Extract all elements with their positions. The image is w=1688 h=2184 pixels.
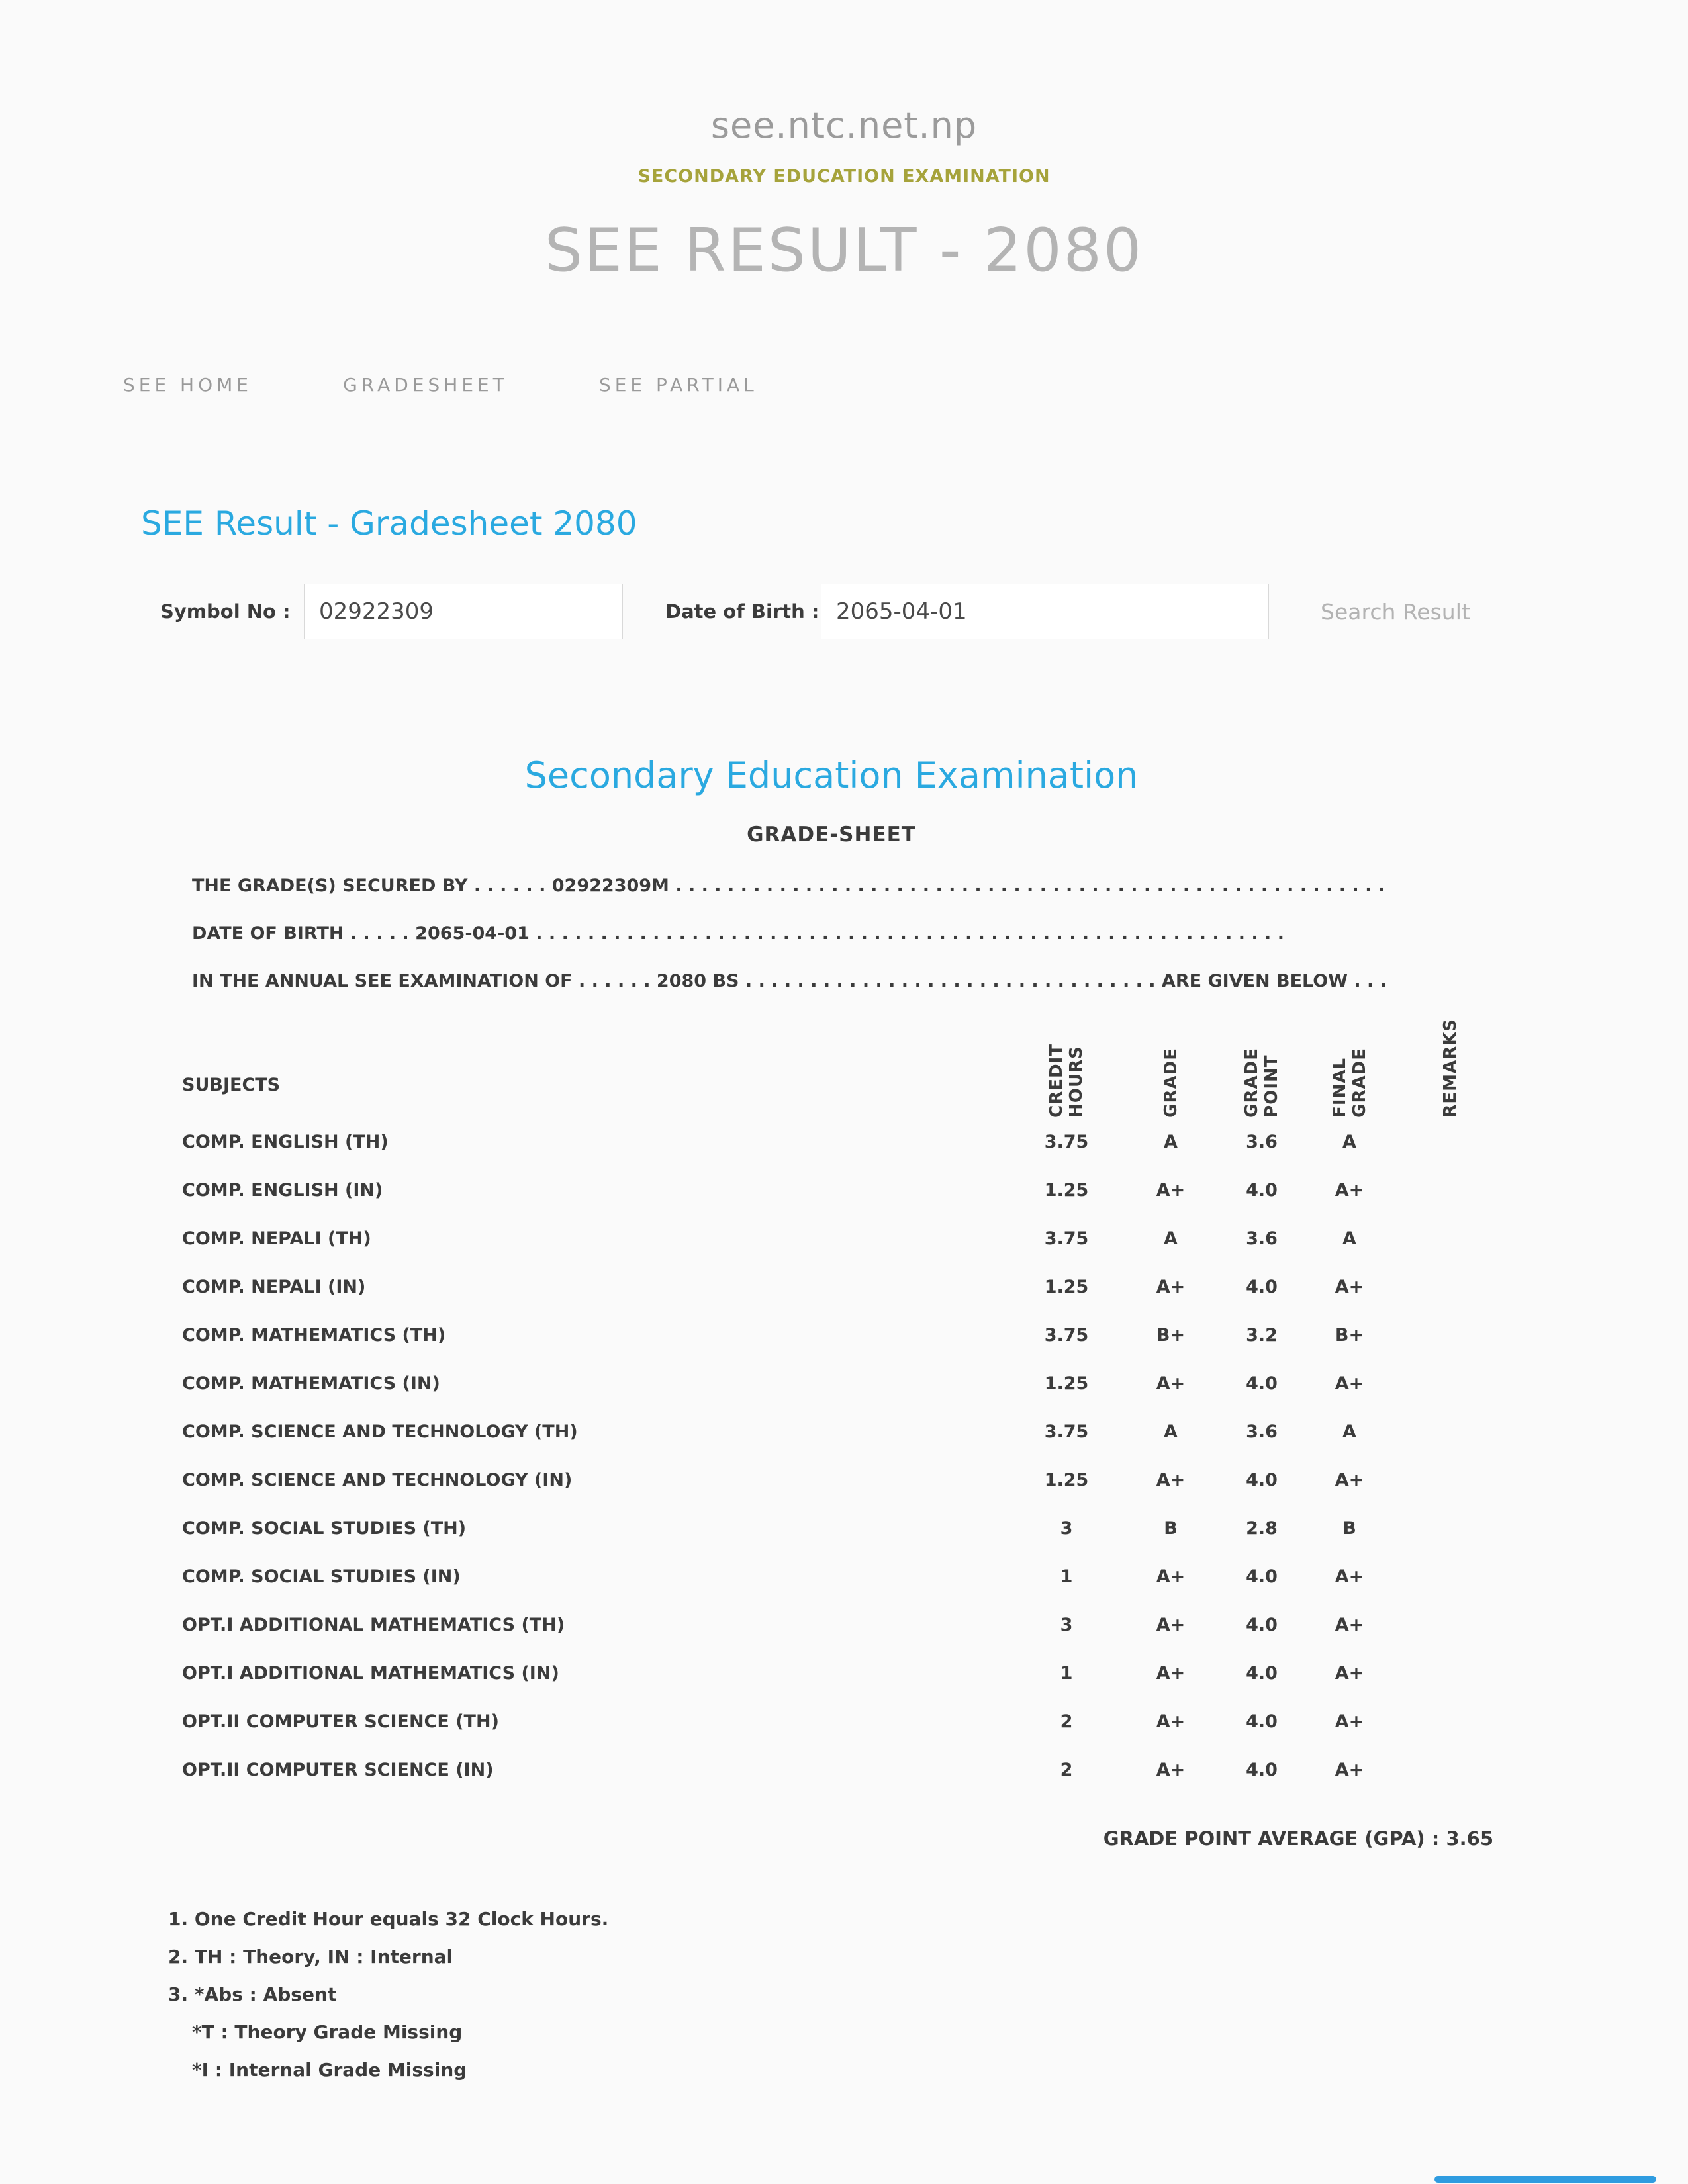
grade-point-cell: 4.0	[1246, 1277, 1278, 1297]
gradesheet-intro	[192, 876, 1526, 991]
gradesheet	[136, 754, 1526, 2081]
credit-hours-cell: 3.75	[1044, 1132, 1089, 1152]
credit-hours-cell: 3.75	[1044, 1228, 1089, 1249]
final-grade-cell: A	[1342, 1228, 1356, 1249]
grades-table-header	[136, 1019, 1526, 1118]
credit-hours-cell: 1	[1060, 1567, 1073, 1587]
grade-point-cell: 4.0	[1246, 1373, 1278, 1394]
symbol-no-input[interactable]	[304, 584, 623, 639]
nav-see-partial[interactable]: SEE PARTIAL	[598, 374, 758, 396]
table-row	[136, 1456, 1526, 1504]
grade-point-cell: 4.0	[1246, 1180, 1278, 1201]
table-row	[136, 1214, 1526, 1263]
grade-cell: A+	[1156, 1615, 1186, 1635]
subject-cell: COMP. ENGLISH (TH)	[182, 1132, 389, 1152]
subject-cell: COMP. SCIENCE AND TECHNOLOGY (IN)	[182, 1470, 573, 1490]
credit-hours-cell: 1	[1060, 1663, 1073, 1684]
grade-cell: A	[1164, 1228, 1178, 1249]
grade-cell: B	[1164, 1518, 1178, 1539]
header-credit-hours: CREDIT HOURS	[1047, 1044, 1086, 1118]
site-title: see.ntc.net.np	[710, 105, 978, 146]
table-row	[136, 1504, 1526, 1553]
note-abs: 3. *Abs : Absent	[168, 1983, 337, 2005]
section-heading: SEE Result - Gradesheet 2080	[141, 504, 637, 543]
final-grade-cell: A+	[1335, 1663, 1364, 1684]
table-row	[136, 1746, 1526, 1794]
credit-hours-cell: 3	[1060, 1615, 1073, 1635]
subject-cell: COMP. ENGLISH (IN)	[182, 1180, 383, 1201]
page-title: SEE RESULT - 2080	[544, 216, 1144, 285]
header-subjects: SUBJECTS	[182, 1075, 281, 1095]
top-navigation	[0, 374, 1688, 396]
grade-point-cell: 4.0	[1246, 1470, 1278, 1490]
credit-hours-cell: 3.75	[1044, 1325, 1089, 1345]
final-grade-cell: A+	[1335, 1180, 1364, 1201]
final-grade-cell: A+	[1335, 1567, 1364, 1587]
table-row	[136, 1263, 1526, 1311]
subject-cell: OPT.II COMPUTER SCIENCE (TH)	[182, 1711, 499, 1732]
credit-hours-cell: 1.25	[1044, 1470, 1089, 1490]
grade-cell: A+	[1156, 1711, 1186, 1732]
grade-cell: A	[1164, 1422, 1178, 1442]
grade-point-cell: 4.0	[1246, 1760, 1278, 1780]
gradesheet-subtitle: GRADE-SHEET	[747, 823, 916, 846]
grades-table	[136, 1019, 1526, 1794]
exam-label: SECONDARY EDUCATION EXAMINATION	[637, 166, 1051, 187]
subject-cell: OPT.I ADDITIONAL MATHEMATICS (IN)	[182, 1663, 559, 1684]
grade-cell: A+	[1156, 1373, 1186, 1394]
grade-point-cell: 3.6	[1246, 1228, 1278, 1249]
grade-cell: A+	[1156, 1470, 1186, 1490]
header-grade: GRADE	[1160, 1048, 1181, 1118]
grade-point-cell: 4.0	[1246, 1663, 1278, 1684]
credit-hours-cell: 3	[1060, 1518, 1073, 1539]
final-grade-cell: A	[1342, 1132, 1356, 1152]
table-row	[136, 1408, 1526, 1456]
header-remarks: REMARKS	[1440, 1019, 1460, 1118]
final-grade-cell: B+	[1335, 1325, 1364, 1345]
subject-cell: OPT.I ADDITIONAL MATHEMATICS (TH)	[182, 1615, 565, 1635]
intro-line-examination-of: IN THE ANNUAL SEE EXAMINATION OF . . . . . . 2080 BS . . . . . . . . . . . . . . . . . . . . . . . . . . . . . . . . ARE GIVEN BELOW . . .	[192, 971, 1387, 991]
table-row	[136, 1649, 1526, 1698]
grade-point-cell: 3.2	[1246, 1325, 1278, 1345]
header-final-grade: FINAL GRADE	[1329, 1048, 1370, 1118]
final-grade-cell: A+	[1335, 1373, 1364, 1394]
search-result-button[interactable]: Search Result	[1321, 598, 1470, 625]
table-row	[136, 1359, 1526, 1408]
header-grade-point: GRADE POINT	[1242, 1048, 1282, 1118]
subject-cell: COMP. SOCIAL STUDIES (IN)	[182, 1567, 461, 1587]
final-grade-cell: A+	[1335, 1277, 1364, 1297]
table-row	[136, 1311, 1526, 1359]
subject-cell: OPT.II COMPUTER SCIENCE (IN)	[182, 1760, 494, 1780]
subject-cell: COMP. NEPALI (IN)	[182, 1277, 366, 1297]
table-row	[136, 1553, 1526, 1601]
grades-table-body	[136, 1118, 1526, 1794]
date-of-birth-label: Date of Birth :	[665, 600, 820, 623]
credit-hours-cell: 3.75	[1044, 1422, 1089, 1442]
gpa-line: GRADE POINT AVERAGE (GPA) : 3.65	[1103, 1827, 1493, 1850]
subject-cell: COMP. MATHEMATICS (IN)	[182, 1373, 440, 1394]
subject-cell: COMP. SOCIAL STUDIES (TH)	[182, 1518, 467, 1539]
grade-point-cell: 3.6	[1246, 1422, 1278, 1442]
grade-cell: A+	[1156, 1180, 1186, 1201]
table-row	[136, 1601, 1526, 1649]
subject-cell: COMP. MATHEMATICS (TH)	[182, 1325, 446, 1345]
grade-cell: B+	[1156, 1325, 1186, 1345]
intro-line-secured-by: THE GRADE(S) SECURED BY . . . . . . 02922309M . . . . . . . . . . . . . . . . . . . . . . . . . . . . . . . . . . . . . . . . . . . . . . . . . . . . . . .	[192, 876, 1385, 896]
credit-hours-cell: 1.25	[1044, 1373, 1089, 1394]
grade-point-cell: 3.6	[1246, 1132, 1278, 1152]
search-form	[160, 584, 1688, 639]
final-grade-cell: A+	[1335, 1470, 1364, 1490]
credit-hours-cell: 1.25	[1044, 1277, 1089, 1297]
final-grade-cell: A	[1342, 1422, 1356, 1442]
credit-hours-cell: 2	[1060, 1760, 1073, 1780]
note-credit-hours: 1. One Credit Hour equals 32 Clock Hours.	[168, 1908, 609, 1930]
grade-cell: A+	[1156, 1663, 1186, 1684]
intro-line-date-of-birth: DATE OF BIRTH . . . . . 2065-04-01 . . . . . . . . . . . . . . . . . . . . . . . . . . . . . . . . . . . . . . . . . . . . . . . . . . . . . . . . . .	[192, 923, 1284, 944]
note-th-in: 2. TH : Theory, IN : Internal	[168, 1946, 453, 1968]
credit-hours-cell: 1.25	[1044, 1180, 1089, 1201]
note-internal-missing: *I : Internal Grade Missing	[192, 2059, 467, 2081]
note-theory-missing: *T : Theory Grade Missing	[192, 2021, 463, 2043]
nav-see-home[interactable]: SEE HOME	[123, 374, 252, 396]
grade-point-cell: 4.0	[1246, 1567, 1278, 1587]
horizontal-scrollbar-thumb[interactable]	[1434, 2176, 1656, 2183]
grade-point-cell: 4.0	[1246, 1711, 1278, 1732]
table-row	[136, 1118, 1526, 1166]
footnotes	[168, 1908, 1526, 2081]
subject-cell: COMP. NEPALI (TH)	[182, 1228, 371, 1249]
grade-cell: A+	[1156, 1760, 1186, 1780]
grade-point-cell: 2.8	[1246, 1518, 1278, 1539]
final-grade-cell: A+	[1335, 1760, 1364, 1780]
date-of-birth-input[interactable]	[821, 584, 1269, 639]
table-row	[136, 1166, 1526, 1214]
masthead	[0, 0, 1688, 285]
final-grade-cell: A+	[1335, 1711, 1364, 1732]
credit-hours-cell: 2	[1060, 1711, 1073, 1732]
nav-gradesheet[interactable]: GRADESHEET	[343, 374, 508, 396]
grade-cell: A+	[1156, 1567, 1186, 1587]
final-grade-cell: A+	[1335, 1615, 1364, 1635]
grade-point-cell: 4.0	[1246, 1615, 1278, 1635]
final-grade-cell: B	[1342, 1518, 1356, 1539]
table-row	[136, 1698, 1526, 1746]
grade-cell: A	[1164, 1132, 1178, 1152]
grade-cell: A+	[1156, 1277, 1186, 1297]
gradesheet-title: Secondary Education Examination	[524, 754, 1139, 796]
subject-cell: COMP. SCIENCE AND TECHNOLOGY (TH)	[182, 1422, 578, 1442]
symbol-no-label: Symbol No :	[160, 600, 291, 623]
